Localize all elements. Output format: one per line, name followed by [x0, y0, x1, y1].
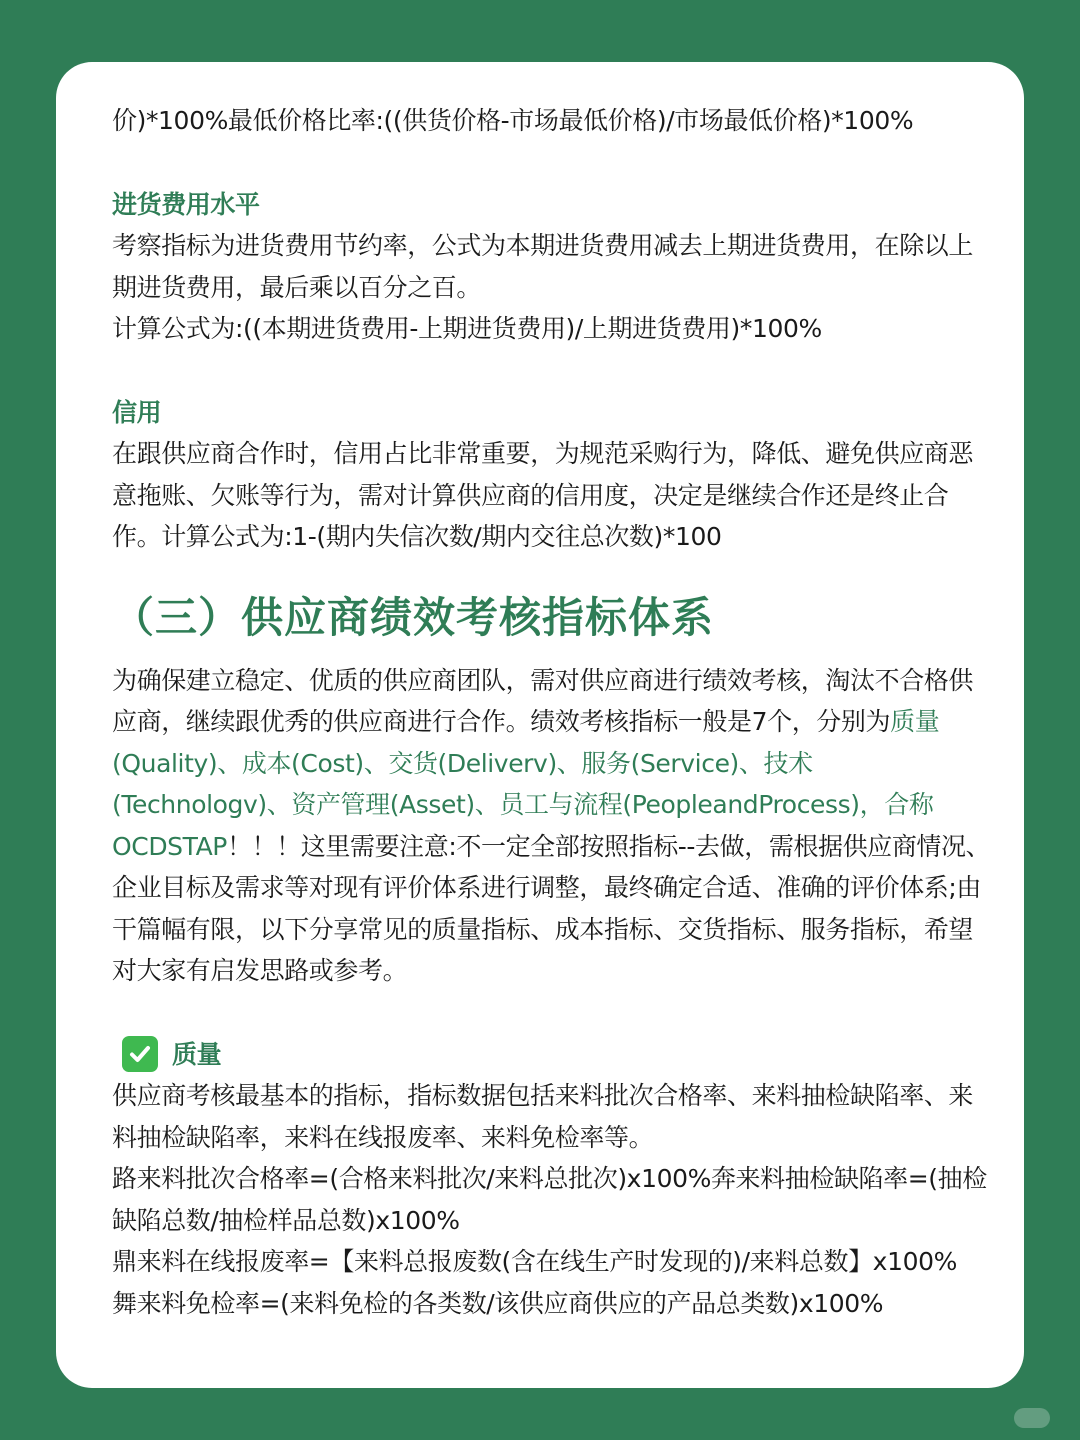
quality-description: 供应商考核最基本的指标，指标数据包括来料批次合格率、来料抽检缺陷率、来料抽检缺陷率，来料在线报废率、来料免检率等。 — [112, 1081, 974, 1152]
credit-heading: 信用 — [112, 397, 162, 427]
quality-formula-exempt: 舞来料免检率=(来料免检的各类数/该供应商供应的产品总类数)x100% — [112, 1288, 884, 1318]
section-intro — [112, 660, 992, 992]
price-ratio-formula: 价)*100%最低价格比率:((供货价格-市场最低价格)/市场最低价格)*100% — [112, 106, 914, 135]
purchase-cost-formula: 计算公式为:((本期进货费用-上期进货费用)/上期进货费用)*100% — [112, 314, 822, 343]
purchase-cost-heading: 进货费用水平 — [112, 189, 260, 219]
section-intro-note: ！！！这里需要注意:不一定全部按照指标--去做，需根据供应商情况、企业目标及需求等对现有评价体系进行调整，最终确定合适、准确的评价体系;由干篇幅有限，以下分享常见的质量指标、成本指标、交货指标、服务指标，希望对大家有启发思路或参考。 — [112, 831, 991, 985]
content-card — [56, 62, 1024, 1388]
section-title: （三）供应商绩效考核指标体系 — [112, 592, 715, 642]
credit-description: 在跟供应商合作时，信用占比非常重要，为规范采购行为，降低、避免供应商恶意拖账、欠账等行为，需对计算供应商的信用度，决定是继续合作还是终止合作。计算公式为:1-(期内失信次数/期内交往总次数)*100 — [112, 439, 974, 551]
quality-formula-scrap: 鼎来料在线报废率=【来料总报废数(含在线生产时发现的)/来料总数】x100% — [112, 1247, 957, 1276]
check-icon — [122, 1036, 158, 1072]
article-body — [112, 100, 992, 1324]
quality-formula-batch: 路来料批次合格率=(合格来料批次/来料总批次)x100%奔来料抽检缺陷率=(抽检缺陷总数/抽检样品总数)x100% — [112, 1164, 987, 1235]
quality-heading: 质量 — [172, 1039, 222, 1069]
watermark — [1014, 1408, 1050, 1428]
quality-heading-row — [122, 1034, 992, 1076]
indicator-list: 质量(Quality)、成本(Cost)、交货(Deliverv)、服务(Service)、技术(Technologv)、资产管理(Asset)、员工与流程(PeopleandProcess)，合称OCDSTAP — [112, 707, 940, 861]
purchase-cost-description: 考察指标为进货费用节约率，公式为本期进货费用减去上期进货费用，在除以上期进货费用，最后乘以百分之百。 — [112, 231, 974, 302]
section-intro-text: 为确保建立稳定、优质的供应商团队，需对供应商进行绩效考核，淘汰不合格供应商，继续跟优秀的供应商进行合作。绩效考核指标一般是7个，分别为 — [112, 665, 974, 736]
